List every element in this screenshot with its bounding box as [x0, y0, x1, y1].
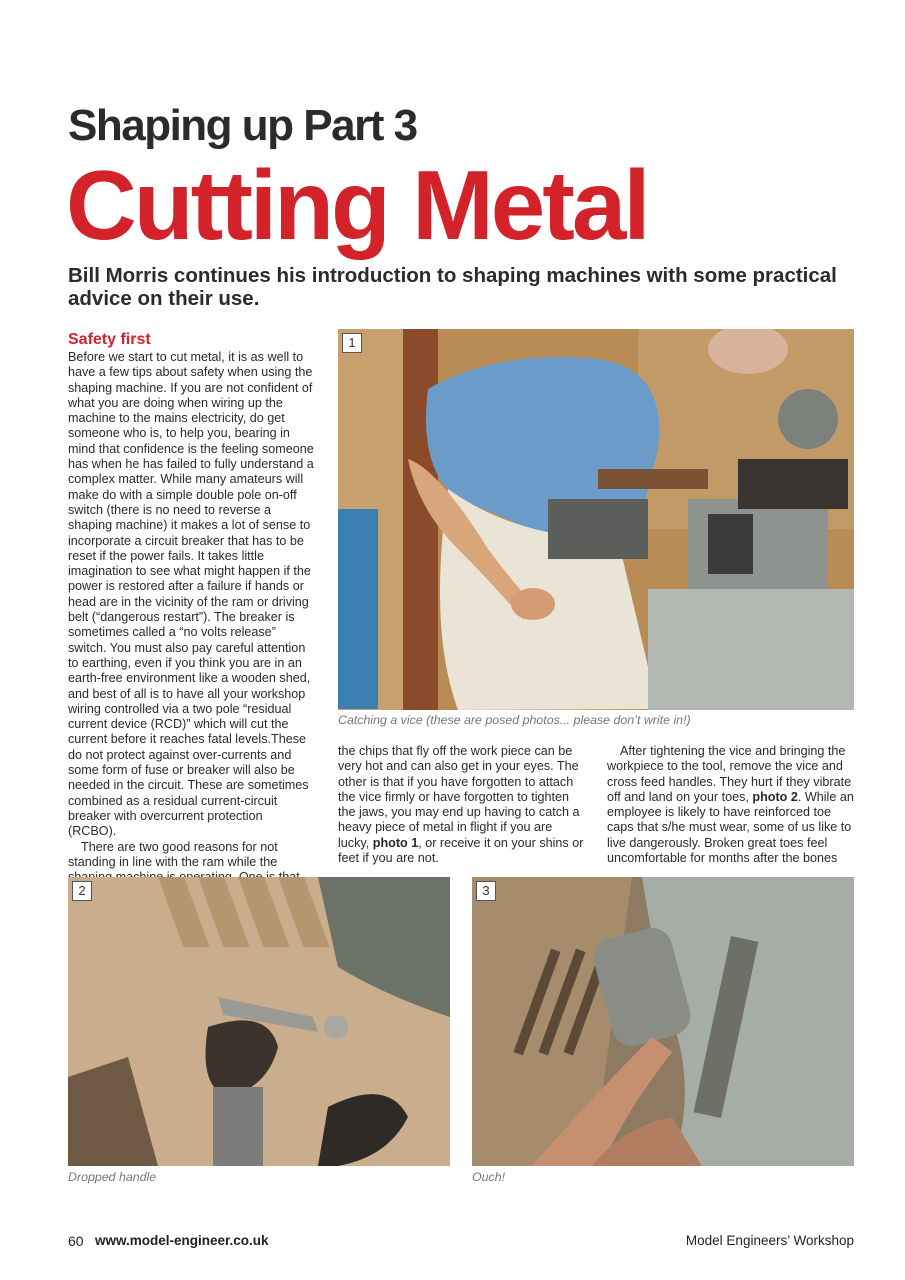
- text-column-3: [607, 744, 855, 866]
- photo-number-badge: 3: [476, 881, 496, 901]
- text-run: After tightening the vice and bringing the workpiece to the tool, remove the vice and cross feed handles. They hurt if they vibrate off and land on your toes,: [607, 744, 852, 804]
- paragraph: Before we start to cut metal, it is as well to have a few tips about safety when using the shaping machine. If you are not confident of what you are doing when wiring up the machine to the mains electricity, do get someone who is, to help you, bearing in mind that confidence is the feeling someone has when he has failed to fully understand a complex matter. While many amateurs will make do with a simple double pole on-off switch (there is no need to reverse a shaping machine) it makes a lot of sense to incorporate a circuit breaker that has to be reset if the power fails. It takes little imagination to see what might happen if the power is restored after a failure if hands or head are in the vicinity of the ram or driving belt (“dangerous restart”). The breaker is sometimes called a “no volts release” switch. You must also pay careful attention to earthing, even if you think you are in an earth-free environment like a wooden shed, and best of all is to have all your workshop wiring controlled via a two pole “residual current device (RCD)” which will cut the current before it reaches fatal levels.These do not protect against over-currents and some form of fuse or breaker will also be needed in the circuit. These are sometimes combined as a residual current-circuit breaker with overcurrent protection (RCBO).: [68, 350, 314, 839]
- photo-caption: Dropped handle: [68, 1170, 157, 1184]
- photo-3-image: [472, 877, 854, 1166]
- photo-1: [338, 329, 854, 710]
- page-title: Cutting Metal: [66, 150, 648, 260]
- section-heading: Safety first: [68, 331, 151, 348]
- photo-2-image: [68, 877, 450, 1166]
- photo-caption: Catching a vice (these are posed photos... please don’t write in!): [338, 713, 691, 727]
- paragraph: [338, 744, 586, 866]
- text-run: , or receive it on your shins or feet if you are not.: [338, 835, 584, 866]
- kicker-title: Shaping up Part 3: [68, 101, 417, 150]
- photo-caption: Ouch!: [472, 1170, 506, 1184]
- text-column-1: [68, 331, 314, 885]
- photo-1-image: [338, 329, 854, 710]
- paragraph: [607, 744, 855, 866]
- text-column-2: [338, 744, 586, 866]
- photo-reference: photo 2: [752, 789, 798, 804]
- photo-number-badge: 1: [342, 333, 362, 353]
- paragraph: There are two good reasons for not standing in line with the ram while the: [68, 839, 278, 869]
- photo-reference: photo 1: [372, 835, 419, 850]
- standfirst: Bill Morris continues his introduction to shaping machines with some practical advice on their use.: [68, 264, 837, 310]
- text-run: . While an employee is likely to have reinforced toe caps that s/he must wear, some of us like to live dangerously. Broken great toes feel uncomfortable for months after the bones: [607, 789, 854, 866]
- magazine-name: Model Engineers’ Workshop: [685, 1233, 854, 1248]
- photo-3: [472, 877, 854, 1166]
- text-run: the chips that fly off the work piece can be very hot and can also get in your eyes. The other is that if you have forgotten to attach the vice firmly or have forgotten to tighten the jaws, you may end up having to catch a heavy piece of metal in flight if you are lucky,: [338, 744, 580, 850]
- website-url: www.model-engineer.co.uk: [95, 1233, 269, 1248]
- page-number: 60: [68, 1233, 84, 1249]
- photo-number-badge: 2: [72, 881, 92, 901]
- photo-2: [68, 877, 450, 1166]
